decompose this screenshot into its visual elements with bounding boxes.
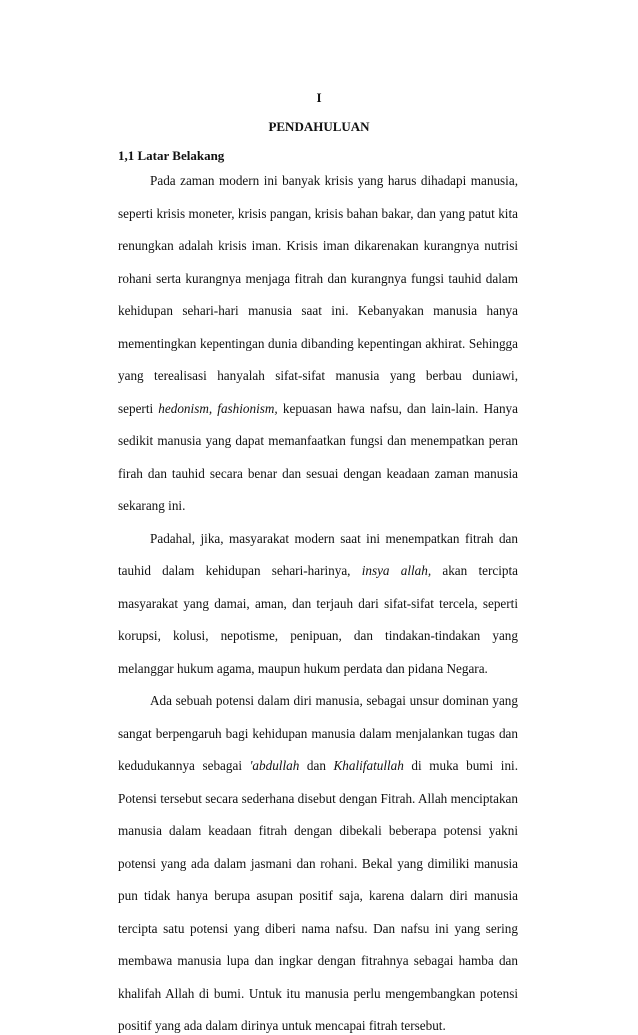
paragraph-line: Pada zaman modern ini banyak krisis yang harus dihadapi manusia, (150, 173, 518, 188)
text-segment: di muka bumi ini. (403, 758, 519, 773)
paragraph-line: masyarakat yang damai, aman, dan terjauh dari sifat-sifat tercela, seperti (118, 595, 518, 611)
paragraph-line: rohani serta kurangnya menjaga fitrah dan kurangnya fungsi tauhid dalam (118, 270, 518, 286)
paragraph-line: Potensi tersebut secara sederhana disebut dengan Fitrah. Allah menciptakan (118, 790, 518, 806)
paragraph-line: sangat berpengaruh bagi kehidupan manusia dalam menjalankan tugas dan (118, 725, 518, 741)
paragraph-line: khalifah Allah di bumi. Untuk itu manusia perlu mengembangkan potensi (118, 985, 518, 1001)
italic-term: hedonism, fashionism, (158, 400, 278, 416)
italic-term: Khalifatullah (333, 758, 404, 773)
paragraph-line: korupsi, kolusi, nepotisme, penipuan, dan tindakan-tindakan yang (118, 628, 518, 643)
paragraph-line: seperti krisis moneter, krisis pangan, krisis bahan bakar, dan yang patut kita (118, 205, 518, 221)
paragraph-line: firah dan tauhid secara benar dan sesuai dengan keadaan zaman manusia (118, 465, 518, 481)
paragraph-line: yang terealisasi hanyalah sifat-sifat manusia yang berbau duniawi, (118, 368, 518, 383)
text-segment: dan (299, 758, 334, 773)
paragraph-line (118, 400, 518, 418)
text-segment: kepuasan hawa nafsu, dan lain-lain. Hanya (277, 400, 519, 416)
text-segment: kedudukannya sebagai (118, 758, 250, 773)
paragraph-line: membawa manusia lupa dan ingkar dengan fitrahnya sebagai hamba dan (118, 953, 518, 968)
text-segment: akan tercipta (431, 563, 518, 578)
paragraph-line: positif yang ada dalam dirinya untuk mencapai fitrah tersebut. (118, 1018, 446, 1033)
paragraph-line: Padahal, jika, masyarakat modern saat ini menempatkan fitrah dan (150, 530, 518, 546)
italic-term: 'abdullah (249, 758, 300, 773)
paragraph-line: melanggar hukum agama, maupun hukum perdata dan pidana Negara. (118, 660, 488, 676)
section-heading: 1,1 Latar Belakang (118, 148, 225, 163)
paragraph-line: renungkan adalah krisis iman. Krisis iman dikarenakan kurangnya nutrisi (118, 238, 518, 253)
chapter-number: I (316, 90, 322, 105)
chapter-title: PENDAHULUAN (268, 119, 370, 134)
text-segment: seperti (118, 400, 159, 416)
paragraph-line (118, 562, 518, 580)
paragraph-line: manusia dalam keadaan fitrah dengan dibekali beberapa potensi yakni (118, 823, 518, 838)
paragraph-line: sedikit manusia yang dapat memanfaatkan fungsi dan menempatkan peran (118, 433, 518, 448)
italic-term: insya allah, (361, 563, 432, 578)
paragraph-line: kehidupan sehari-hari manusia saat ini. Kebanyakan manusia hanya (118, 303, 518, 318)
text-segment: tauhid dalam kehidupan sehari-harinya, (118, 563, 362, 578)
paragraph-line: sekarang ini. (118, 498, 186, 513)
paragraph-line: Ada sebuah potensi dalam diri manusia, sebagai unsur dominan yang (150, 693, 518, 708)
paragraph-line: potensi yang ada dalam jasmani dan rohani. Bekal yang dimiliki manusia (118, 855, 518, 871)
paragraph-line: mementingkan kepentingan dunia dibanding kepentingan akhirat. Sehingga (118, 335, 518, 351)
paragraph-line: tercipta satu potensi yang diberi nama nafsu. Dan nafsu ini yang sering (118, 920, 518, 936)
paragraph-line: pun tidak hanya berupa asupan positif saja, karena dalarn diri manusia (118, 888, 518, 903)
paragraph-line (118, 757, 518, 775)
